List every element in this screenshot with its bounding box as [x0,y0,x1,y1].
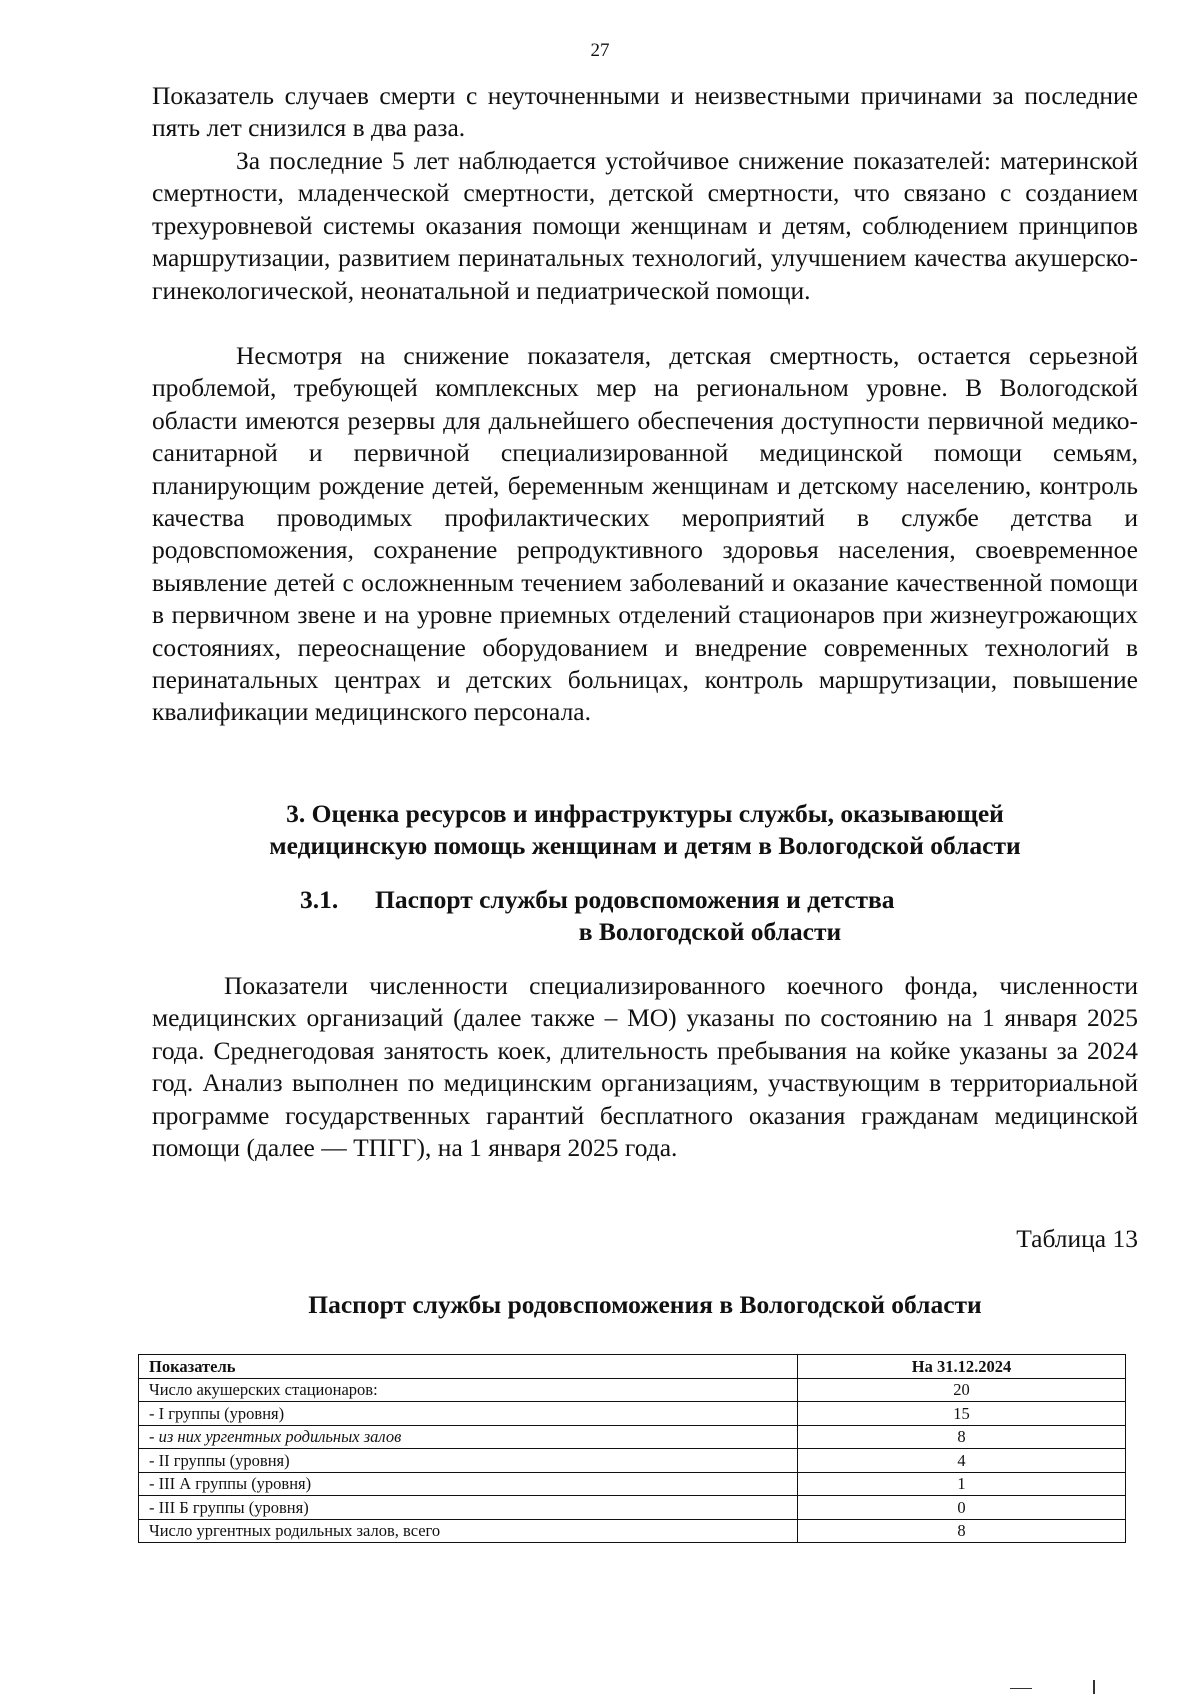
row-value: 1 [798,1472,1126,1496]
row-name: Число акушерских стационаров: [139,1378,798,1402]
row-value: 8 [798,1519,1126,1543]
row-name: - III Б группы (уровня) [139,1496,798,1520]
table-label: Таблица 13 [1016,1224,1138,1253]
row-name: Число ургентных родильных залов, всего [139,1519,798,1543]
table-row [139,1449,1126,1473]
row-value: 0 [798,1496,1126,1520]
table-row [139,1519,1126,1543]
subsection-heading [300,884,1040,948]
table-header-row [139,1355,1126,1379]
subsection-title-line2: в Вологодской области [578,917,842,946]
scan-artifact [1093,1680,1095,1694]
passport-table [138,1354,1126,1543]
row-value: 4 [798,1449,1126,1473]
subsection-title-line1: Паспорт службы родовспоможения и детства [375,885,895,914]
paragraph-child-mortality: Несмотря на снижение показателя, детская смертность, остается серьезной проблемой, требующей комплексных мер на региональном уровне. В Вологодской области имеются резервы для дальнейшего обеспечения доступности первичной медико-санитарной и первичной специализированной медицинской помощи семьям, планирующим рождение детей, беременным женщинам и детскому населению, контроль качества проводимых профилактических мероприятий в службе детства и родовспоможения, сохранение репродуктивного здоровья населения, своевременное выявление детей с осложненным течением заболеваний и оказание качественной помощи в первичном звене и на уровне приемных отделений стационаров при жизнеугрожающих состояниях, переоснащение оборудованием и внедрение современных технологий в перинатальных центрах и детских больницах, контроль маршрутизации, повышение квалификации медицинского персонала. [152,341,1138,727]
table-row [139,1472,1126,1496]
section-heading-line2: медицинскую помощь женщинам и детям в Вологодской области [269,831,1021,860]
header-value: На 31.12.2024 [798,1355,1126,1379]
row-name: - из них ургентных родильных залов [139,1425,798,1449]
row-value: 15 [798,1402,1126,1426]
scan-artifact [1010,1688,1032,1689]
subsection-number: 3.1. [300,885,339,914]
row-name: - III А группы (уровня) [139,1472,798,1496]
paragraph-indicators: Показатели численности специализированного коечного фонда, численности медицинских организаций (далее также – МО) указаны по состоянию на 1 января 2025 года. Среднегодовая занятость коек, длительность пребывания на койке указаны за 2024 год. Анализ выполнен по медицинским организациям, участвующим в территориальной программе государственных гарантий бесплатного оказания гражданам медицинской помощи (далее — ТПГГ), на 1 января 2025 года. [152,971,1138,1163]
paragraph-mortality-decline: За последние 5 лет наблюдается устойчивое снижение показателей: материнской смертности, младенческой смертности, детской смертности, что связано с созданием трехуровневой системы оказания помощи женщинам и детям, соблюдением принципов маршрутизации, развитием перинатальных технологий, улучшением качества акушерско-гинекологической, неонатальной и педиатрической помощи. [152,146,1138,305]
header-indicator: Показатель [139,1355,798,1379]
row-value: 20 [798,1378,1126,1402]
section-heading-line1: 3. Оценка ресурсов и инфраструктуры службы, оказывающей [286,799,1004,828]
table-row [139,1496,1126,1520]
table-row [139,1378,1126,1402]
table-title: Паспорт службы родовспоможения в Вологодской области [308,1290,982,1319]
table-row [139,1425,1126,1449]
row-name: - II группы (уровня) [139,1449,798,1473]
section-heading [152,798,1138,862]
paragraph-death-causes: Показатель случаев смерти с неуточненными и неизвестными причинами за последние пять лет снизился в два раза. [152,81,1138,143]
row-name: - I группы (уровня) [139,1402,798,1426]
table-row [139,1402,1126,1426]
row-value: 8 [798,1425,1126,1449]
page-number: 27 [590,40,610,61]
